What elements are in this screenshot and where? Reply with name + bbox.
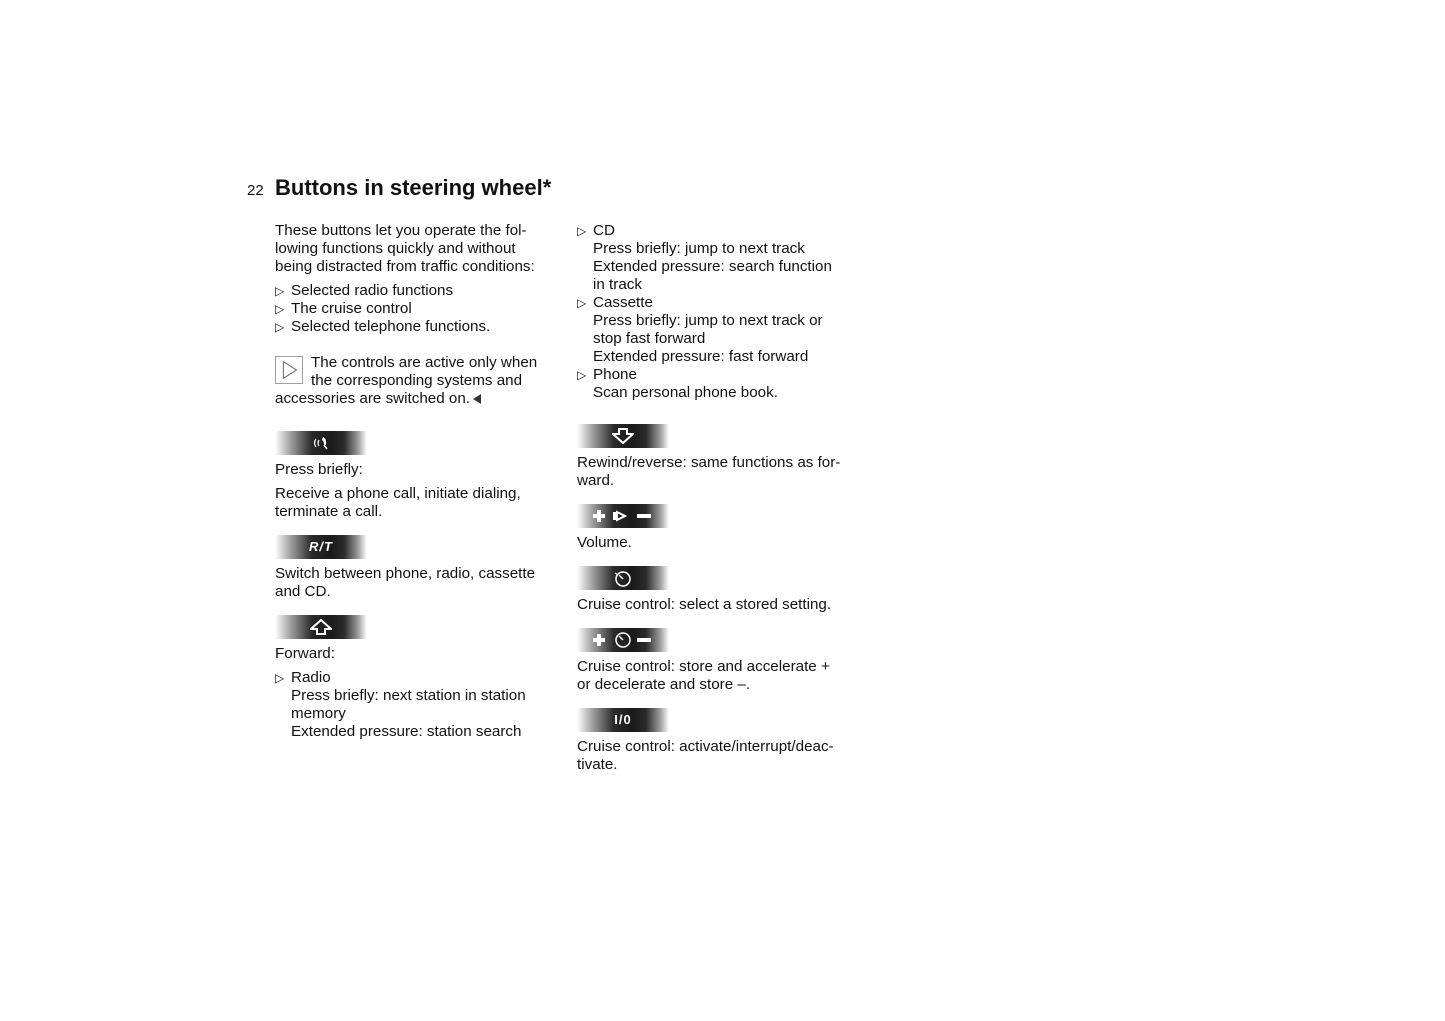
bullet-triangle-icon: ▷ (275, 302, 285, 316)
bullet-triangle-icon: ▷ (577, 224, 587, 238)
radio-desc: memory (291, 705, 346, 722)
io-label: I/0 (614, 712, 632, 727)
rt-desc: and CD. (275, 583, 331, 600)
rt-label: R/T (309, 539, 333, 554)
list-item: ▷ Selected radio functions (275, 282, 454, 299)
cruise-store-desc: Cruise control: store and accelerate + (577, 658, 830, 675)
page-title: Buttons in steering wheel* (275, 175, 552, 200)
phone-scan-desc: Scan personal phone book. (593, 384, 778, 401)
bullet-triangle-icon: ▷ (577, 368, 587, 382)
speedometer-icon (613, 569, 633, 587)
phone-desc: terminate a call. (275, 503, 383, 520)
bullet-triangle-icon: ▷ (577, 296, 587, 310)
forward-heading: Forward: (275, 645, 335, 662)
cruise-store-button-image (577, 628, 669, 652)
cd-desc: in track (593, 276, 642, 293)
forward-button-image (275, 615, 367, 639)
cassette-desc: stop fast forward (593, 330, 706, 347)
phone-desc: Receive a phone call, initiate dialing, (275, 485, 521, 502)
list-item: ▷ The cruise control (275, 300, 412, 317)
rewind-desc: Rewind/reverse: same functions as for- (577, 454, 841, 471)
phone-press-label: Press briefly: (275, 461, 363, 478)
cruise-store-desc: or decelerate and store –. (577, 676, 751, 693)
note-line: The controls are active only when (311, 354, 538, 371)
cassette-desc: Extended pressure: fast forward (593, 348, 809, 365)
rewind-button-image (577, 424, 669, 448)
bullet-triangle-icon: ▷ (275, 671, 285, 685)
cruise-io-button-image (577, 708, 669, 732)
page-number: 22 (247, 182, 264, 199)
radio-desc: Press briefly: next station in station (291, 687, 526, 704)
speedometer-plus-minus-icon (591, 631, 655, 649)
cassette-desc: Press briefly: jump to next track or (593, 312, 823, 329)
cruise-select-desc: Cruise control: select a stored setting. (577, 596, 832, 613)
bullet-triangle-icon: ▷ (275, 284, 285, 298)
note-box (275, 354, 565, 408)
right-column (577, 222, 867, 774)
list-item: ▷ Cassette (577, 294, 653, 311)
list-item: ▷ Phone (577, 366, 637, 383)
arrow-down-icon (612, 428, 634, 444)
intro-line: These buttons let you operate the fol- (275, 222, 527, 239)
volume-button-image (577, 504, 669, 528)
cd-desc: Extended pressure: search function (593, 258, 832, 275)
list-item: ▷ CD (577, 222, 615, 239)
left-column (275, 222, 565, 741)
rt-desc: Switch between phone, radio, cassette (275, 565, 536, 582)
cruise-select-button-image (577, 566, 669, 590)
phone-icon (312, 435, 330, 451)
intro-line: being distracted from traffic conditions: (275, 258, 535, 275)
volume-plus-minus-icon (591, 508, 655, 524)
end-mark-icon (473, 394, 481, 404)
rewind-desc: ward. (577, 472, 615, 489)
note-line: the corresponding systems and (311, 372, 523, 389)
list-item: ▷ Radio (275, 669, 331, 686)
bullet-triangle-icon: ▷ (275, 320, 285, 334)
arrow-up-icon (310, 619, 332, 635)
phone-button-image (275, 431, 367, 455)
list-item: ▷ Selected telephone functions. (275, 318, 491, 335)
radio-desc: Extended pressure: station search (291, 723, 522, 740)
intro-line: lowing functions quickly and without (275, 240, 516, 257)
note-line: accessories are switched on. (275, 390, 565, 408)
cd-desc: Press briefly: jump to next track (593, 240, 805, 257)
cruise-io-desc: Cruise control: activate/interrupt/deac- (577, 738, 834, 755)
cruise-io-desc: tivate. (577, 756, 618, 773)
rt-button-image (275, 535, 367, 559)
volume-desc: Volume. (577, 534, 632, 551)
note-triangle-icon (275, 356, 303, 384)
